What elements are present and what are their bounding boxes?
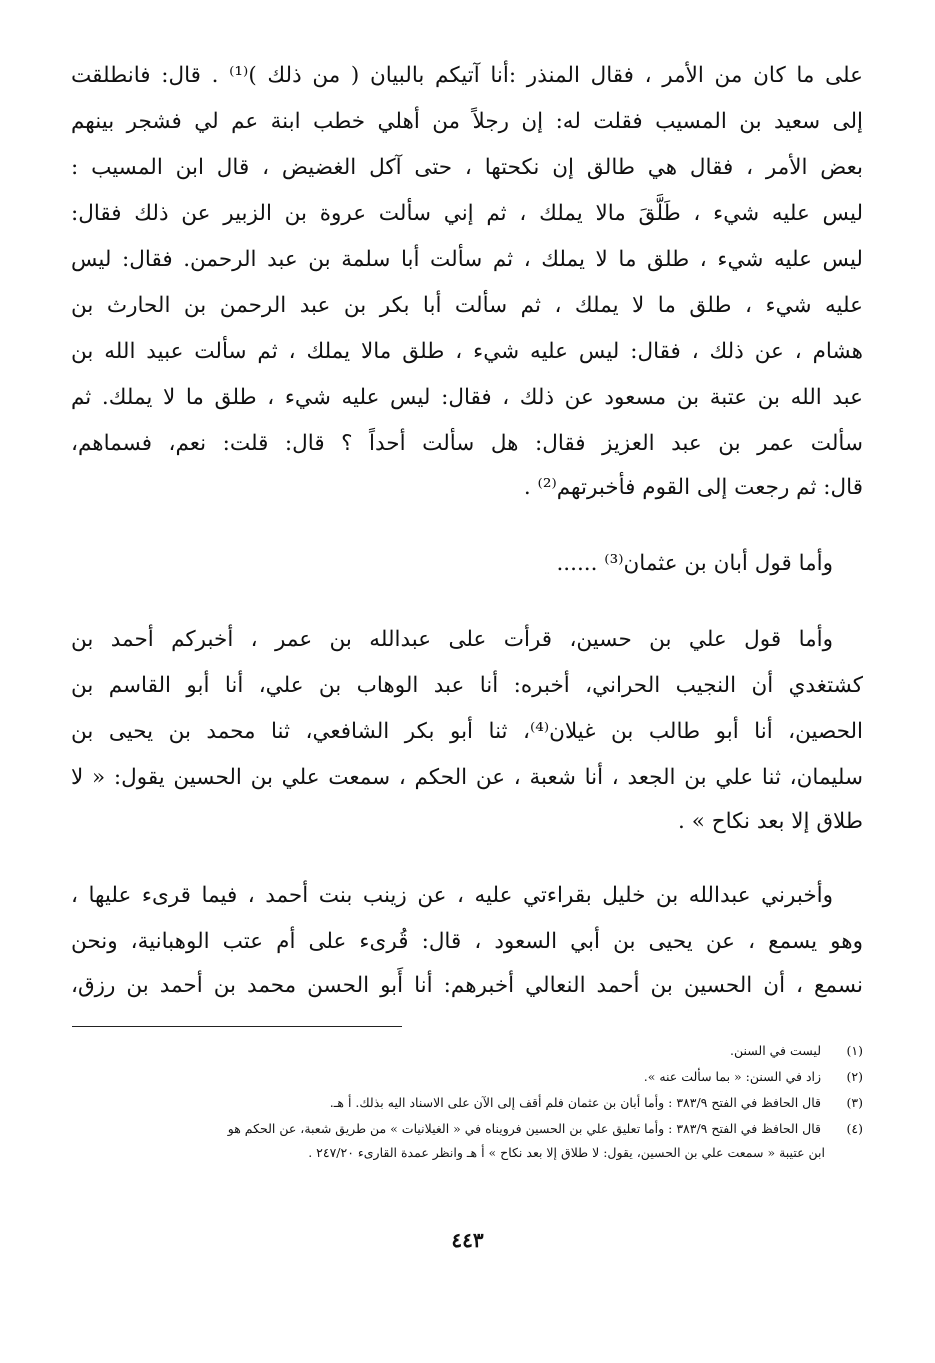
body-line: قال: ثم رجعت إلى القوم فأخبرتهم⁽²⁾ . — [523, 475, 863, 500]
body-line: وهو يسمع ، عن يحيى بن أبي السعود ، قال: قُرىء على أم عتب الوهبانية، ونحن — [71, 929, 863, 954]
footnote-number: (٢) — [846, 1069, 863, 1084]
footnote-text: زاد في السنن: « بما سألت عنه ». — [643, 1069, 822, 1084]
footnote — [71, 1040, 863, 1062]
body-line: على ما كان من الأمر ، فقال المنذر :أنا آتيكم بالبيان ( من ذلك )⁽¹⁾ . قال: فانطلقت — [71, 63, 863, 88]
body-line: سألت عمر بن عبد العزيز فقال: هل سألت أحداً ؟ قال: قلت: نعم، فسماهم، — [71, 431, 863, 456]
footnote-text: قال الحافظ في الفتح ٣٨٣/٩ : وأما أبان بن عثمان فلم أقف إلى الآن على الاسناد اليه بذلك. أ هـ. — [329, 1095, 822, 1110]
footnote-text: قال الحافظ في الفتح ٣٨٣/٩ : وأما تعليق علي بن الحسين فرويناه في « الغيلانيات » من طريق شعبة، عن الحكم هو — [227, 1121, 822, 1136]
body-line: سليمان، ثنا علي بن الجعد ، أنا شعبة ، عن الحكم ، سمعت علي بن الحسين يقول: « لا — [71, 765, 863, 790]
body-line: طلاق إلا بعد نكاح » . — [678, 809, 863, 834]
body-line: عبد الله بن عتبة بن مسعود عن ذلك ، فقال: ليس عليه شيء ، طلق ما لا يملك. ثم — [71, 385, 863, 410]
body-line: كشتغدي أن النجيب الحراني، أخبره: أنا عبد الوهاب بن علي، أنا أبو القاسم بن — [71, 673, 863, 698]
footnote-text: ليست في السنن. — [729, 1043, 822, 1058]
footnote-text: ابن عتيبة « سمعت علي بن الحسين، يقول: لا طلاق إلا بعد نكاح » أ هـ وانظر عمدة القارىء ٢٤٧/٢٠ . — [308, 1145, 825, 1160]
footnote — [71, 1118, 863, 1140]
body-line: بعض الأمر ، فقال هي طالق إن نكحتها ، حتى آكل الغضيض ، قال ابن المسيب : — [71, 155, 863, 180]
body-line: هشام ، عن ذلك ، فقال: ليس عليه شيء ، طلق مالا يملك ، ثم سألت عبيد الله بن — [71, 339, 863, 364]
footnote-separator — [72, 1026, 402, 1027]
body-line: الحصين، أنا أبو طالب بن غيلان⁽⁴⁾، ثنا أبو بكر الشافعي، ثنا محمد بن يحيى بن — [71, 719, 863, 744]
body-line: ليس عليه شيء ، طَلَّقَ مالا يملك ، ثم إني سألت عروة بن الزبير عن ذلك فقال: — [71, 201, 863, 226]
footnote-number: (١) — [846, 1043, 863, 1058]
body-line: عليه شيء ، طلق ما لا يملك ، ثم سألت أبا بكر بن عبد الرحمن بن الحارث بن — [71, 293, 863, 318]
footnote-continuation — [71, 1142, 825, 1164]
footnote-number: (٣) — [846, 1095, 863, 1110]
body-line: نسمع ، أن الحسين بن أحمد النعالي أخبرهم: أنا أَبو الحسن محمد بن أحمد بن رزق، — [71, 973, 863, 998]
footnote-number: (٤) — [846, 1121, 863, 1136]
footnote — [71, 1066, 863, 1088]
footnote — [71, 1092, 863, 1114]
body-line: وأما قول علي بن حسين، قرأت على عبدالله بن عمر ، أخبركم أحمد بن — [71, 627, 833, 652]
body-line: وأما قول أبان بن عثمان⁽³⁾ ...... — [556, 551, 833, 576]
page-number: ٤٤٣ — [451, 1228, 484, 1252]
body-line: ليس عليه شيء ، طلق ما لا يملك ، ثم سألت أبا سلمة بن عبد الرحمن. فقال: ليس — [71, 247, 863, 272]
body-line: إلى سعيد بن المسيب فقلت له: إن رجلاً من أهلي خطب ابنة عم لي فشجر بينهم — [71, 109, 863, 134]
body-line: وأخبرني عبدالله بن خليل بقراءتي عليه ، عن زينب بنت أحمد ، فيما قرىء عليها ، — [71, 883, 833, 908]
